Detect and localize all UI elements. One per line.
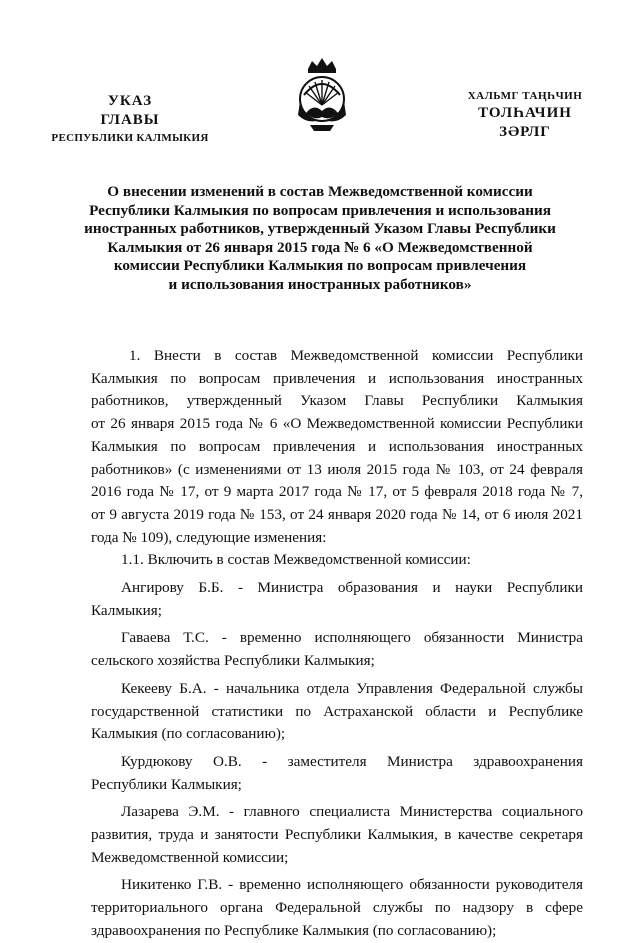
title-line: и использования иностранных работников» xyxy=(168,275,472,293)
paragraph-line: 2016 года № 17, от 9 марта 2017 года № 17, от 5 февраля 2018 года № 7, xyxy=(91,483,583,501)
document-title xyxy=(80,183,560,295)
member-line: Калмыкия; xyxy=(91,601,162,619)
paragraph-line: от 26 января 2015 года № 6 «О Межведомственной комиссии Республики xyxy=(91,415,583,433)
title-line: Республики Калмыкия по вопросам привлечения и использования xyxy=(89,201,551,219)
paragraph-line: от 9 августа 2019 года № 153, от 24 января 2020 года № 14, от 6 июля 2021 xyxy=(91,505,583,523)
header-right-line2: ТОЛҺАЧИН xyxy=(478,105,572,121)
header-right-line1: ХАЛЬМГ ТАҢҺЧИН xyxy=(467,90,583,102)
member-line: Гаваева Т.С. - временно исполняющего обязанности Министра xyxy=(121,629,583,647)
paragraph-line: работников, утвержденный Указом Главы Республики Калмыкия xyxy=(91,392,583,410)
member-line: Межведомственной комиссии; xyxy=(91,848,289,866)
member-line: Кекееву Б.А. - начальника отдела Управления Федеральной службы xyxy=(121,679,583,697)
paragraph-line: 1. Внести в состав Межведомственной комиссии Республики xyxy=(129,347,583,364)
member-line: Ангирову Б.Б. - Министра образования и науки Республики xyxy=(121,579,583,597)
paragraph-line: года № 109), следующие изменения: xyxy=(91,528,327,546)
member-line: развития, труда и занятости Республики Калмыкия, в качестве секретаря xyxy=(91,826,583,844)
title-line: О внесении изменений в состав Межведомственной комиссии xyxy=(107,183,533,200)
member-line: Никитенко Г.В. - временно исполняющего обязанности руководителя xyxy=(121,876,583,894)
member-line: Курдюкову О.В. - заместителя Министра здравоохранения xyxy=(121,752,583,770)
title-line: комиссии Республики Калмыкия по вопросам привлечения xyxy=(113,257,527,275)
header-left-line3: РЕСПУБЛИКИ КАЛМЫКИЯ xyxy=(51,132,209,144)
paragraph-line: Калмыкия по вопросам привлечения и использования иностранных xyxy=(91,369,583,387)
title-line: иностранных работников, утвержденный Указом Главы Республики xyxy=(84,220,556,238)
header-left-line2: ГЛАВЫ xyxy=(100,112,160,128)
member-line: государственной статистики по Астраханской области и Республике xyxy=(91,702,583,720)
member-line: Калмыкия (по согласованию); xyxy=(91,725,286,743)
subitem-heading: 1.1. Включить в состав Межведомственной комиссии: xyxy=(121,551,471,569)
member-line: сельского хозяйства Республики Калмыкия; xyxy=(91,652,375,670)
member-line: здравоохранения по Республике Калмыкия (по согласованию); xyxy=(91,921,497,939)
header-left-block xyxy=(40,92,220,146)
header-right-block xyxy=(440,88,610,142)
member-line: Республики Калмыкия; xyxy=(91,775,242,793)
header-right-line3: ЗӘРЛГ xyxy=(499,124,551,140)
title-line: Калмыкия от 26 января 2015 года № 6 «О Межведомственной xyxy=(107,238,533,256)
member-line: Лазарева Э.М. - главного специалиста Министерства социального xyxy=(121,803,583,821)
member-line: территориального органа Федеральной службы по надзору в сфере xyxy=(91,899,583,917)
document-body xyxy=(91,345,583,943)
paragraph-line: работников» (с изменениями от 13 июля 2015 года № 103, от 24 февраля xyxy=(91,460,583,478)
header-left-line1: УКАЗ xyxy=(107,93,153,109)
paragraph-line: Калмыкия по вопросам привлечения и использования иностранных xyxy=(91,437,583,455)
coat-of-arms-kalmykia-icon xyxy=(290,55,354,135)
